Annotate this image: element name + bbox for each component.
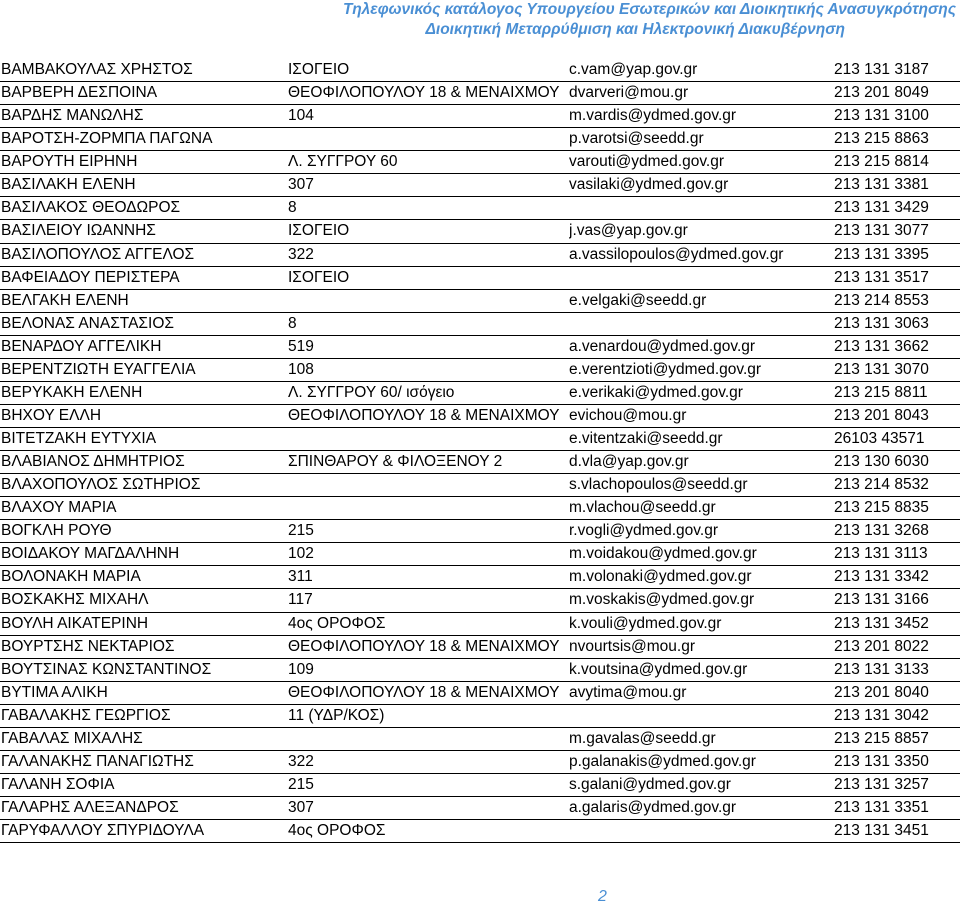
table-row [0, 59, 960, 82]
table-row [0, 797, 960, 820]
contact-phone: 213 215 8857 [834, 729, 929, 747]
contact-address: 4ος ΟΡΟΦΟΣ [288, 614, 386, 632]
contact-name: ΒΛΑΧΟΥ ΜΑΡΙΑ [1, 499, 117, 517]
contact-name: ΓΑΛΑΡΗΣ ΑΛΕΞΑΝΔΡΟΣ [1, 799, 179, 816]
contact-address: ΣΠΙΝΘΑΡΟΥ & ΦΙΛΟΞΕΝΟΥ 2 [288, 453, 503, 471]
contact-phone: 213 131 3381 [834, 176, 929, 194]
contact-phone: 213 131 3452 [834, 614, 929, 632]
contact-email: dvarveri@mou.gr [569, 84, 689, 102]
contact-phone: 213 131 3166 [834, 591, 929, 609]
table-row [0, 359, 960, 382]
contact-name: ΓΑΒΑΛΑΚΗΣ ΓΕΩΡΓΙΟΣ [1, 706, 171, 724]
contact-phone: 213 131 3429 [834, 199, 929, 217]
contact-name: ΒΟΣΚΑΚΗΣ ΜΙΧΑΗΛ [1, 591, 149, 609]
contact-address: 8 [288, 199, 297, 217]
contact-name: ΒΕΛΓΑΚΗ ΕΛΕΝΗ [1, 291, 129, 309]
contact-address: ΘΕΟΦΙΛΟΠΟΥΛΟΥ 18 & ΜΕΝΑΙΧΜΟΥ [288, 637, 560, 655]
contact-name: ΒΑΣΙΛΑΚΗ ΕΛΕΝΗ [1, 176, 136, 194]
contact-address: ΘΕΟΦΙΛΟΠΟΥΛΟΥ 18 & ΜΕΝΑΙΧΜΟΥ [288, 683, 560, 701]
contact-phone: 213 131 3063 [834, 314, 929, 332]
contact-phone: 213 215 8811 [834, 383, 928, 401]
contact-email: c.vam@yap.gov.gr [569, 61, 698, 78]
contact-name: ΒΑΣΙΛΕΙΟΥ ΙΩΑΝΝΗΣ [1, 222, 156, 240]
contact-address: 215 [288, 522, 314, 540]
table-row [0, 82, 960, 105]
contact-address: 11 (ΥΔΡ/ΚΟΣ) [288, 706, 385, 724]
table-row [0, 382, 960, 405]
contact-name: ΒΥΤΙΜΑ ΑΛΙΚΗ [1, 683, 108, 701]
contact-name: ΒΑΦΕΙΑΔΟΥ ΠΕΡΙΣΤΕΡΑ [1, 268, 180, 286]
contact-phone: 213 131 3451 [834, 822, 929, 840]
table-row [0, 197, 960, 220]
table-row [0, 313, 960, 336]
table-row [0, 613, 960, 636]
contact-email: m.voskakis@ydmed.gov.gr [569, 591, 755, 609]
contact-phone: 213 131 3350 [834, 752, 929, 770]
contact-phone: 213 201 8040 [834, 683, 929, 701]
contact-phone: 213 131 3070 [834, 360, 929, 378]
contact-address: 322 [288, 752, 314, 770]
contact-email: r.vogli@ydmed.gov.gr [569, 522, 718, 540]
contact-name: ΒΟΓΚΛΗ ΡΟΥΘ [1, 522, 112, 540]
table-row [0, 497, 960, 520]
contact-phone: 213 131 3187 [834, 61, 929, 78]
contact-address: 108 [288, 360, 314, 378]
table-row [0, 290, 960, 313]
contact-address: ΘΕΟΦΙΛΟΠΟΥΛΟΥ 18 & ΜΕΝΑΙΧΜΟΥ [288, 406, 560, 424]
contact-address: 307 [288, 176, 314, 194]
contact-name: ΒΑΡΒΕΡΗ ΔΕΣΠΟΙΝΑ [1, 84, 158, 102]
contact-address: 104 [288, 107, 314, 125]
contact-email: j.vas@yap.gov.gr [569, 222, 688, 240]
contact-email: d.vla@yap.gov.gr [569, 453, 689, 471]
table-row [0, 636, 960, 659]
contact-address: 322 [288, 245, 314, 263]
contact-name: ΒΟΙΔΑΚΟΥ ΜΑΓΔΑΛΗΝΗ [1, 545, 180, 563]
contact-name: ΓΑΛΑΝΑΚΗΣ ΠΑΝΑΓΙΩΤΗΣ [1, 752, 194, 770]
contact-phone: 213 131 3395 [834, 245, 929, 263]
contact-address: 307 [288, 799, 314, 816]
contact-name: ΒΑΜΒΑΚΟΥΛΑΣ ΧΡΗΣΤΟΣ [1, 61, 193, 78]
contact-email: a.venardou@ydmed.gov.gr [569, 337, 756, 355]
contact-email: m.voidakou@ydmed.gov.gr [569, 545, 757, 563]
contact-name: ΒΛΑΧΟΠΟΥΛΟΣ ΣΩΤΗΡΙΟΣ [1, 476, 201, 494]
contact-phone: 213 215 8814 [834, 153, 929, 171]
contact-name: ΒΑΣΙΛΑΚΟΣ ΘΕΟΔΩΡΟΣ [1, 199, 181, 217]
contact-phone: 213 201 8043 [834, 406, 929, 424]
table-row [0, 451, 960, 474]
contact-phone: 213 130 6030 [834, 453, 929, 471]
contact-address: Λ. ΣΥΓΓΡΟΥ 60/ ισόγειο [288, 383, 455, 401]
contact-email: m.volonaki@ydmed.gov.gr [569, 568, 752, 586]
page-number: 2 [598, 888, 607, 905]
table-row [0, 820, 960, 843]
contact-name: ΓΑΛΑΝΗ ΣΟΦΙΑ [1, 775, 115, 793]
contact-name: ΒΕΡΕΝΤΖΙΩΤΗ ΕΥΑΓΓΕΛΙΑ [1, 360, 196, 378]
contact-address: Λ. ΣΥΓΓΡΟΥ 60 [288, 153, 398, 171]
contact-email: e.velgaki@seedd.gr [569, 291, 707, 309]
table-row [0, 705, 960, 728]
contact-name: ΒΙΤΕΤΖΑΚΗ ΕΥΤΥΧΙΑ [1, 430, 157, 447]
table-row [0, 728, 960, 751]
contact-phone: 213 131 3517 [834, 268, 929, 286]
contact-phone: 213 131 3077 [834, 222, 929, 240]
contact-email: e.verentzioti@ydmed.gov.gr [569, 360, 762, 378]
contact-phone: 213 215 8863 [834, 130, 929, 148]
table-row [0, 128, 960, 151]
contact-name: ΒΕΡΥΚΑΚΗ ΕΛΕΝΗ [1, 383, 143, 401]
contact-email: m.vardis@ydmed.gov.gr [569, 107, 737, 125]
document-header [0, 0, 960, 40]
contact-phone: 26103 43571 [834, 430, 925, 447]
contact-phone: 213 131 3042 [834, 706, 929, 724]
contact-name: ΒΟΥΛΗ ΑΙΚΑΤΕΡΙΝΗ [1, 614, 149, 632]
contact-phone: 213 131 3257 [834, 775, 929, 793]
table-row [0, 220, 960, 243]
contact-name: ΒΑΡΟΥΤΗ ΕΙΡΗΝΗ [1, 153, 138, 171]
contact-address: 109 [288, 660, 314, 678]
contact-address: 519 [288, 337, 314, 355]
contact-email: e.verikaki@ydmed.gov.gr [569, 383, 743, 401]
table-row [0, 774, 960, 797]
contact-name: ΒΑΡΟΤΣΗ-ΖΟΡΜΠΑ ΠΑΓΩΝΑ [1, 130, 213, 148]
contact-name: ΒΟΥΤΣΙΝΑΣ ΚΩΝΣΤΑΝΤΙΝΟΣ [1, 660, 212, 678]
table-row [0, 405, 960, 428]
contact-address: 102 [288, 545, 314, 563]
contact-phone: 213 131 3113 [834, 545, 928, 563]
table-row [0, 682, 960, 705]
table-row [0, 105, 960, 128]
contact-address: 8 [288, 314, 297, 332]
contact-name: ΒΟΥΡΤΣΗΣ ΝΕΚΤΑΡΙΟΣ [1, 637, 175, 655]
contact-address: 117 [288, 591, 313, 609]
contact-email: a.galaris@ydmed.gov.gr [569, 799, 737, 816]
contact-name: ΒΗΧΟΥ ΕΛΛΗ [1, 406, 102, 424]
contact-email: m.vlachou@seedd.gr [569, 499, 716, 517]
directory-table [0, 59, 960, 843]
contact-name: ΒΑΣΙΛΟΠΟΥΛΟΣ ΑΓΓΕΛΟΣ [1, 245, 195, 263]
contact-phone: 213 131 3133 [834, 660, 929, 678]
contact-email: s.vlachopoulos@seedd.gr [569, 476, 748, 494]
header-subtitle: Διοικητική Μεταρρύθμιση και Ηλεκτρονική Διακυβέρνηση [425, 21, 845, 38]
contact-address: 311 [288, 568, 313, 586]
contact-email: avytima@mou.gr [569, 683, 687, 701]
contact-email: evichou@mou.gr [569, 406, 687, 424]
contact-phone: 213 131 3268 [834, 522, 929, 540]
table-row [0, 151, 960, 174]
contact-phone: 213 214 8532 [834, 476, 929, 494]
contact-phone: 213 131 3351 [834, 799, 929, 816]
contact-name: ΒΕΝΑΡΔΟΥ ΑΓΓΕΛΙΚΗ [1, 337, 162, 355]
contact-address: ΙΣΟΓΕΙΟ [288, 268, 350, 286]
contact-phone: 213 131 3342 [834, 568, 929, 586]
contact-phone: 213 131 3100 [834, 107, 929, 125]
contact-email: m.gavalas@seedd.gr [569, 729, 716, 747]
table-row [0, 174, 960, 197]
contact-address: ΙΣΟΓΕΙΟ [288, 222, 350, 240]
contact-phone: 213 215 8835 [834, 499, 929, 517]
table-row [0, 428, 960, 451]
contact-name: ΒΕΛΟΝΑΣ ΑΝΑΣΤΑΣΙΟΣ [1, 314, 174, 332]
contact-phone: 213 201 8022 [834, 637, 929, 655]
contact-email: varouti@ydmed.gov.gr [569, 153, 725, 171]
contact-email: nvourtsis@mou.gr [569, 637, 695, 655]
contact-phone: 213 201 8049 [834, 84, 929, 102]
contact-phone: 213 131 3662 [834, 337, 929, 355]
table-row [0, 543, 960, 566]
contact-email: k.vouli@ydmed.gov.gr [569, 614, 722, 632]
contact-email: e.vitentzaki@seedd.gr [569, 430, 723, 447]
table-row [0, 589, 960, 612]
contact-address: ΙΣΟΓΕΙΟ [288, 61, 350, 78]
contact-name: ΒΛΑΒΙΑΝΟΣ ΔΗΜΗΤΡΙΟΣ [1, 453, 185, 471]
contact-email: vasilaki@ydmed.gov.gr [569, 176, 729, 194]
contact-email: k.voutsina@ydmed.gov.gr [569, 660, 748, 678]
contact-address: 215 [288, 775, 314, 793]
contact-name: ΒΑΡΔΗΣ ΜΑΝΩΛΗΣ [1, 107, 144, 125]
contact-name: ΒΟΛΟΝΑΚΗ ΜΑΡΙΑ [1, 568, 141, 586]
table-row [0, 474, 960, 497]
contact-phone: 213 214 8553 [834, 291, 929, 309]
table-row [0, 244, 960, 267]
table-row [0, 566, 960, 589]
contact-address: ΘΕΟΦΙΛΟΠΟΥΛΟΥ 18 & ΜΕΝΑΙΧΜΟΥ [288, 84, 560, 102]
table-row [0, 336, 960, 359]
table-row [0, 659, 960, 682]
table-row [0, 267, 960, 290]
table-row [0, 520, 960, 543]
header-title: Τηλεφωνικός κατάλογος Υπουργείου Εσωτερικών και Διοικητικής Ανασυγκρότησης [343, 1, 956, 18]
contact-email: a.vassilopoulos@ydmed.gov.gr [569, 245, 784, 263]
contact-address: 4ος ΟΡΟΦΟΣ [288, 822, 386, 840]
table-row [0, 751, 960, 774]
contact-name: ΓΑΒΑΛΑΣ ΜΙΧΑΛΗΣ [1, 729, 143, 747]
contact-email: s.galani@ydmed.gov.gr [569, 775, 731, 793]
contact-email: p.galanakis@ydmed.gov.gr [569, 752, 756, 770]
contact-name: ΓΑΡΥΦΑΛΛΟΥ ΣΠΥΡΙΔΟΥΛΑ [1, 822, 205, 840]
contact-email: p.varotsi@seedd.gr [569, 130, 704, 148]
